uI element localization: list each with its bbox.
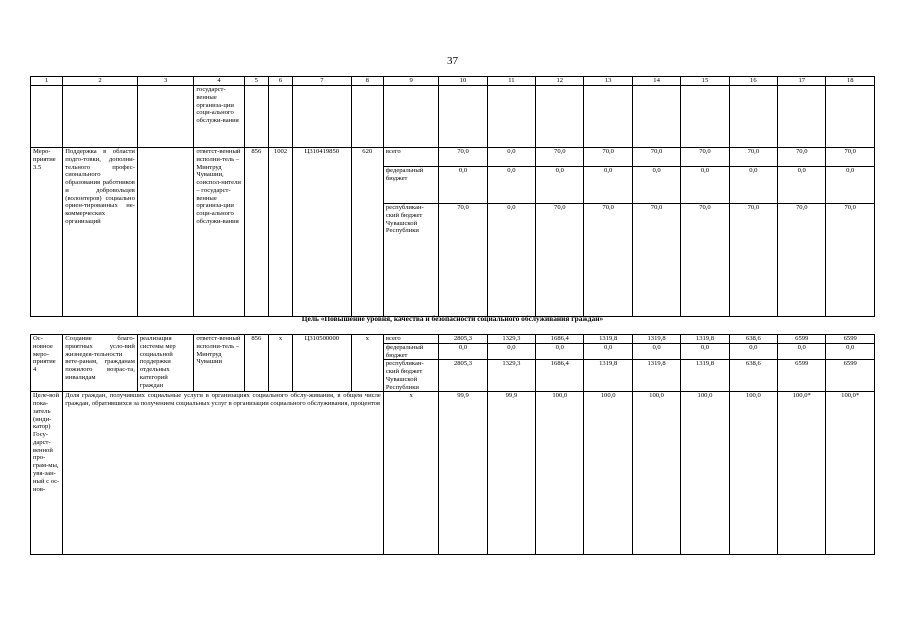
column-number-row — [31, 77, 875, 86]
value-cell: 6599 — [826, 335, 875, 344]
value-cell: 1319,8 — [584, 360, 632, 392]
column-number: 1 — [31, 77, 63, 86]
measure-csr: Ц310419850 — [293, 148, 351, 317]
column-number: 13 — [584, 77, 632, 86]
value-cell: 1319,8 — [681, 335, 729, 344]
executor-continuation: государст-венные организа-ции соци-ального обслужи-вания — [194, 86, 244, 148]
main-measure-csr: Ц310500000 — [293, 335, 351, 392]
value-cell: 70,0 — [536, 148, 584, 167]
indicator-value: 100,0* — [826, 392, 875, 555]
indicator-value: 100,0 — [681, 392, 729, 555]
column-number: 7 — [293, 77, 351, 86]
value-cell: 638,6 — [729, 360, 777, 392]
continuation-row — [31, 86, 875, 148]
value-cell: 70,0 — [826, 148, 875, 167]
value-cell: 0,0 — [681, 343, 729, 360]
column-number: 6 — [268, 77, 292, 86]
goal-heading: Цель «Повышение уровня, качества и безопасности социального обслуживания граждан» — [301, 314, 604, 323]
column-number: 12 — [536, 77, 584, 86]
value-cell: 2805,3 — [439, 360, 487, 392]
column-number: 9 — [383, 77, 438, 86]
value-cell: 6599 — [778, 360, 826, 392]
column-number: 16 — [729, 77, 777, 86]
value-cell: 0,0 — [778, 167, 826, 204]
value-cell: 1319,8 — [681, 360, 729, 392]
value-cell: 0,0 — [439, 343, 487, 360]
measure-col3 — [137, 148, 193, 317]
budget-table-bottom — [30, 334, 875, 555]
indicator-value: 100,0 — [536, 392, 584, 555]
value-cell: 70,0 — [778, 204, 826, 317]
value-cell: 1329,3 — [487, 335, 535, 344]
funding-source: всего — [383, 148, 438, 167]
funding-source: республикан-ский бюджет Чувашской Республики — [383, 360, 438, 392]
funding-source: всего — [383, 335, 438, 344]
measure-rzpr: 1002 — [268, 148, 292, 317]
page-number: 37 — [447, 55, 458, 67]
value-cell: 0,0 — [487, 148, 535, 167]
value-cell: 6599 — [778, 335, 826, 344]
value-cell: 1319,8 — [584, 335, 632, 344]
main-measure-rzpr: х — [268, 335, 292, 392]
column-number: 17 — [778, 77, 826, 86]
value-cell: 70,0 — [681, 148, 729, 167]
value-cell: 0,0 — [536, 167, 584, 204]
column-number: 2 — [63, 77, 138, 86]
indicator-value: 99,9 — [487, 392, 535, 555]
column-number: 11 — [487, 77, 535, 86]
main-measure-executor: ответст-венный исполни-тель – Минтруд Чувашии — [194, 335, 244, 392]
value-cell: 638,6 — [729, 335, 777, 344]
value-cell: 70,0 — [439, 204, 487, 317]
measure-grbs: 856 — [244, 148, 268, 317]
column-number: 8 — [351, 77, 383, 86]
funding-source: федеральный бюджет — [383, 343, 438, 360]
main-measure-row — [31, 335, 875, 344]
value-cell: 0,0 — [536, 343, 584, 360]
value-cell: 0,0 — [826, 167, 875, 204]
column-number: 3 — [137, 77, 193, 86]
main-measure-grbs: 856 — [244, 335, 268, 392]
main-measure-name: Создание благо-приятных усло-вий жизнедея-тельности вете-ранам, гражданам пожилого возрас-та, инвалидам — [63, 335, 138, 392]
indicator-label: Целе-вой пока-затель (инди-катор) Госу-дарст-венной про-грам-мы, увя-зан-ный с ос-нов- — [31, 392, 63, 555]
value-cell: 70,0 — [632, 148, 680, 167]
value-cell: 0,0 — [778, 343, 826, 360]
value-cell: 0,0 — [487, 204, 535, 317]
column-number: 15 — [681, 77, 729, 86]
value-cell: 0,0 — [584, 343, 632, 360]
funding-source: республикан-ский бюджет Чувашской Республики — [383, 204, 438, 317]
value-cell: 6599 — [826, 360, 875, 392]
indicator-value: 100,0 — [584, 392, 632, 555]
value-cell: 0,0 — [729, 343, 777, 360]
indicator-value: 100,0* — [778, 392, 826, 555]
value-cell: 70,0 — [536, 204, 584, 317]
value-cell: 2805,3 — [439, 335, 487, 344]
column-number: 10 — [439, 77, 487, 86]
main-measure-code: Ос-новное меро-приятие 4 — [31, 335, 63, 392]
value-cell: 70,0 — [681, 204, 729, 317]
value-cell: 1329,3 — [487, 360, 535, 392]
value-cell: 70,0 — [826, 204, 875, 317]
indicator-text: Доля граждан, получивших социальные услуги в организациях социального обслу-живания, в общем числе граждан, обратившихся за получением социальных услуг в организации социального обслуживания, процентов — [63, 392, 384, 555]
indicator-value: 100,0 — [729, 392, 777, 555]
indicator-row — [31, 392, 875, 555]
value-cell: 0,0 — [632, 343, 680, 360]
value-cell: 70,0 — [584, 204, 632, 317]
value-cell: 0,0 — [487, 167, 535, 204]
value-cell: 70,0 — [729, 148, 777, 167]
indicator-value: 99,9 — [439, 392, 487, 555]
value-cell: 0,0 — [487, 343, 535, 360]
measure-vr: 620 — [351, 148, 383, 317]
value-cell: 70,0 — [632, 204, 680, 317]
value-cell: 0,0 — [826, 343, 875, 360]
value-cell: 70,0 — [778, 148, 826, 167]
value-cell: 70,0 — [729, 204, 777, 317]
value-cell: 1686,4 — [536, 335, 584, 344]
value-cell: 0,0 — [584, 167, 632, 204]
value-cell: 70,0 — [439, 148, 487, 167]
main-measure-vr: х — [351, 335, 383, 392]
budget-table-top — [30, 76, 875, 317]
column-number: 18 — [826, 77, 875, 86]
column-number: 4 — [194, 77, 244, 86]
value-cell: 70,0 — [584, 148, 632, 167]
value-cell: 0,0 — [439, 167, 487, 204]
measure-code: Меро-приятие 3.5 — [31, 148, 63, 317]
value-cell: 0,0 — [632, 167, 680, 204]
value-cell: 1319,8 — [632, 335, 680, 344]
funding-source: федеральный бюджет — [383, 167, 438, 204]
indicator-value: 100,0 — [632, 392, 680, 555]
column-number: 14 — [632, 77, 680, 86]
indicator-source: х — [383, 392, 438, 555]
main-measure-col3: реализация системы мер социальной поддержки отдельных категорий граждан — [137, 335, 193, 392]
value-cell: 0,0 — [681, 167, 729, 204]
value-cell: 1686,4 — [536, 360, 584, 392]
value-cell: 0,0 — [729, 167, 777, 204]
value-cell: 1319,8 — [632, 360, 680, 392]
measure-row — [31, 148, 875, 167]
column-number: 5 — [244, 77, 268, 86]
measure-executor: ответст-венный исполни-тель – Минтруд Чувашии, соиспол-нители – государст-венные организа-ции соци-ального обслужи-вания — [194, 148, 244, 317]
measure-name: Поддержка в области подго-товки, дополни-тельного профес-сионального образования работников и добровольцев (волонтеров) социально ориен-тированных не-коммерческих организаций — [63, 148, 138, 317]
